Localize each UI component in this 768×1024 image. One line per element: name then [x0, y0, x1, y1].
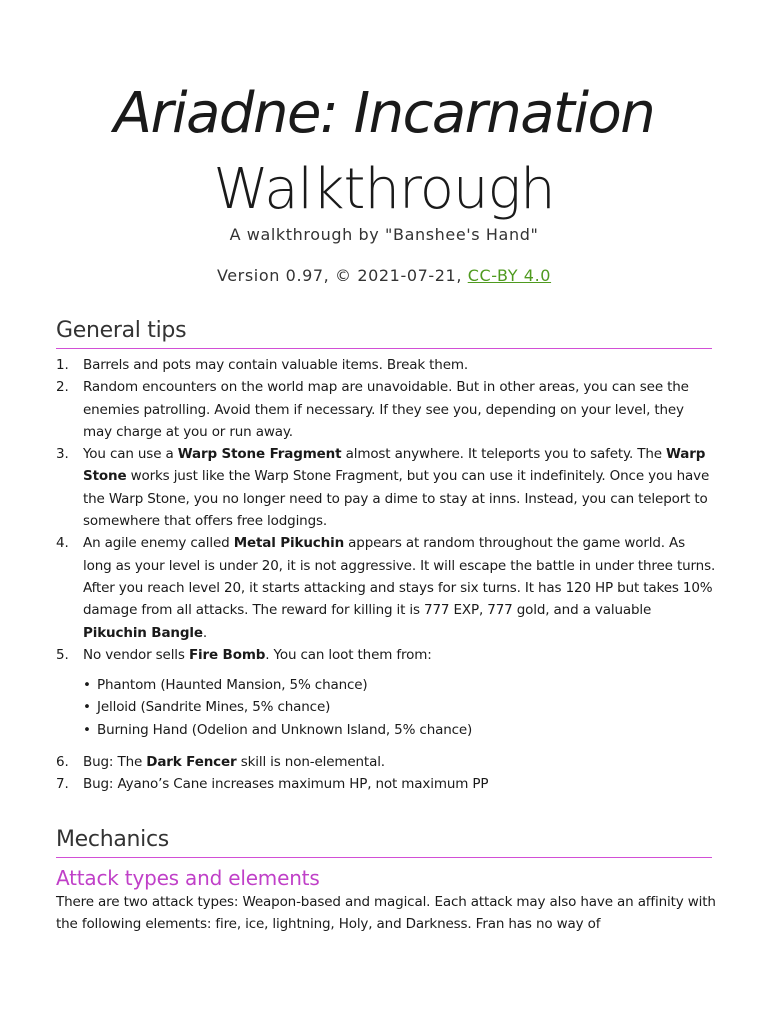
tip-text-segment: . You can loot them from: — [265, 646, 432, 663]
tip-item — [56, 443, 716, 532]
tip-text-segment: skill is non-elemental. — [236, 754, 385, 771]
attack-types-paragraph: There are two attack types: Weapon-based and magical. Each attack may also have an affinity with the following elements: fire, ice, lightning, Holy, and Darkness. Fran has no way of — [56, 894, 716, 933]
tip-text — [83, 647, 432, 663]
tip-item — [56, 773, 716, 795]
tip-text-segment: Bug: Ayano’s Cane increases maximum HP, not maximum PP — [83, 776, 489, 793]
tip-text — [83, 379, 689, 440]
tip-bold-term: Warp Stone Fragment — [177, 446, 342, 463]
loot-source-item: • Burning Hand (Odelion and Unknown Island, 5% chance) — [83, 719, 716, 741]
tip-text-segment: Random encounters on the world map are unavoidable. But in other areas, you can see the enemies patrolling. Avoid them if necessary. If they see you, depending on your level, they may charge at you or run away. — [83, 379, 689, 440]
tip-number: 2. — [56, 379, 69, 396]
tip-number: 5. — [56, 646, 69, 663]
document-title-line1: Ariadne: Incarnation — [113, 81, 655, 146]
tip-item — [56, 751, 716, 773]
tip-number: 6. — [56, 754, 69, 771]
tip-bold-term: Metal Pikuchin — [233, 535, 345, 552]
tip-text-segment: An agile enemy called — [83, 535, 234, 552]
tip-text-segment: appears at random throughout the game world. As long as your level is under 20, it is not aggressive. It will escape the battle in under three turns. After you reach level 20, it starts attacking and stays for six turns. It has 120 HP but takes 10% damage from all attacks. The reward for killing it is 777 EXP, 777 gold, and a valuable — [83, 535, 716, 619]
tip-item — [56, 376, 716, 443]
tip-text — [83, 776, 488, 792]
tip-bold-term: Fire Bomb — [188, 646, 266, 663]
tip-number: 1. — [56, 357, 69, 373]
attack-types-subheading: Attack types and elements — [56, 866, 320, 890]
loot-source-item: • Jelloid (Sandrite Mines, 5% chance) — [83, 696, 716, 718]
version-line — [0, 266, 768, 285]
tip-text-segment: Bug: The — [83, 754, 147, 771]
tip-text — [83, 446, 709, 529]
tip-text — [83, 535, 715, 640]
version-text: Version 0.97, © 2021-07-21, — [216, 266, 468, 285]
loot-source-list — [83, 674, 716, 741]
general-tips-heading: General tips — [56, 316, 712, 349]
tip-item — [56, 644, 716, 741]
license-link[interactable]: CC-BY 4.0 — [467, 266, 552, 285]
tip-number: 7. — [56, 776, 69, 793]
tip-text-segment: almost anywhere. It teleports you to safety. The — [341, 446, 667, 463]
tip-text-segment: Barrels and pots may contain valuable items. Break them. — [83, 357, 468, 373]
tip-bold-term: Pikuchin Bangle — [83, 624, 203, 641]
loot-source-item: • Phantom (Haunted Mansion, 5% chance) — [83, 674, 716, 696]
tip-bold-term: Warp Stone — [83, 446, 706, 485]
tip-number: 4. — [56, 535, 69, 552]
tip-bold-term: Dark Fencer — [146, 754, 237, 771]
document-subtitle: A walkthrough by "Banshee's Hand" — [229, 225, 539, 244]
tip-text — [83, 357, 468, 373]
document-title-line2: Walkthrough — [213, 157, 555, 222]
mechanics-heading: Mechanics — [56, 825, 712, 858]
tip-text-segment: works just like the Warp Stone Fragment, but you can use it indefinitely. Once you have the Warp Stone, you no longer need to pay a dime to stay at inns. Instead, you can teleport to somewhere that offers free lodgings. — [83, 468, 710, 530]
tip-text — [83, 754, 385, 770]
tip-number: 3. — [56, 446, 69, 463]
tip-item — [56, 532, 716, 643]
tip-text-segment: You can use a — [83, 446, 178, 463]
tip-item — [56, 354, 716, 376]
general-tips-list — [56, 354, 716, 796]
tip-text-segment: . — [202, 624, 208, 641]
tip-text-segment: No vendor sells — [83, 646, 189, 663]
